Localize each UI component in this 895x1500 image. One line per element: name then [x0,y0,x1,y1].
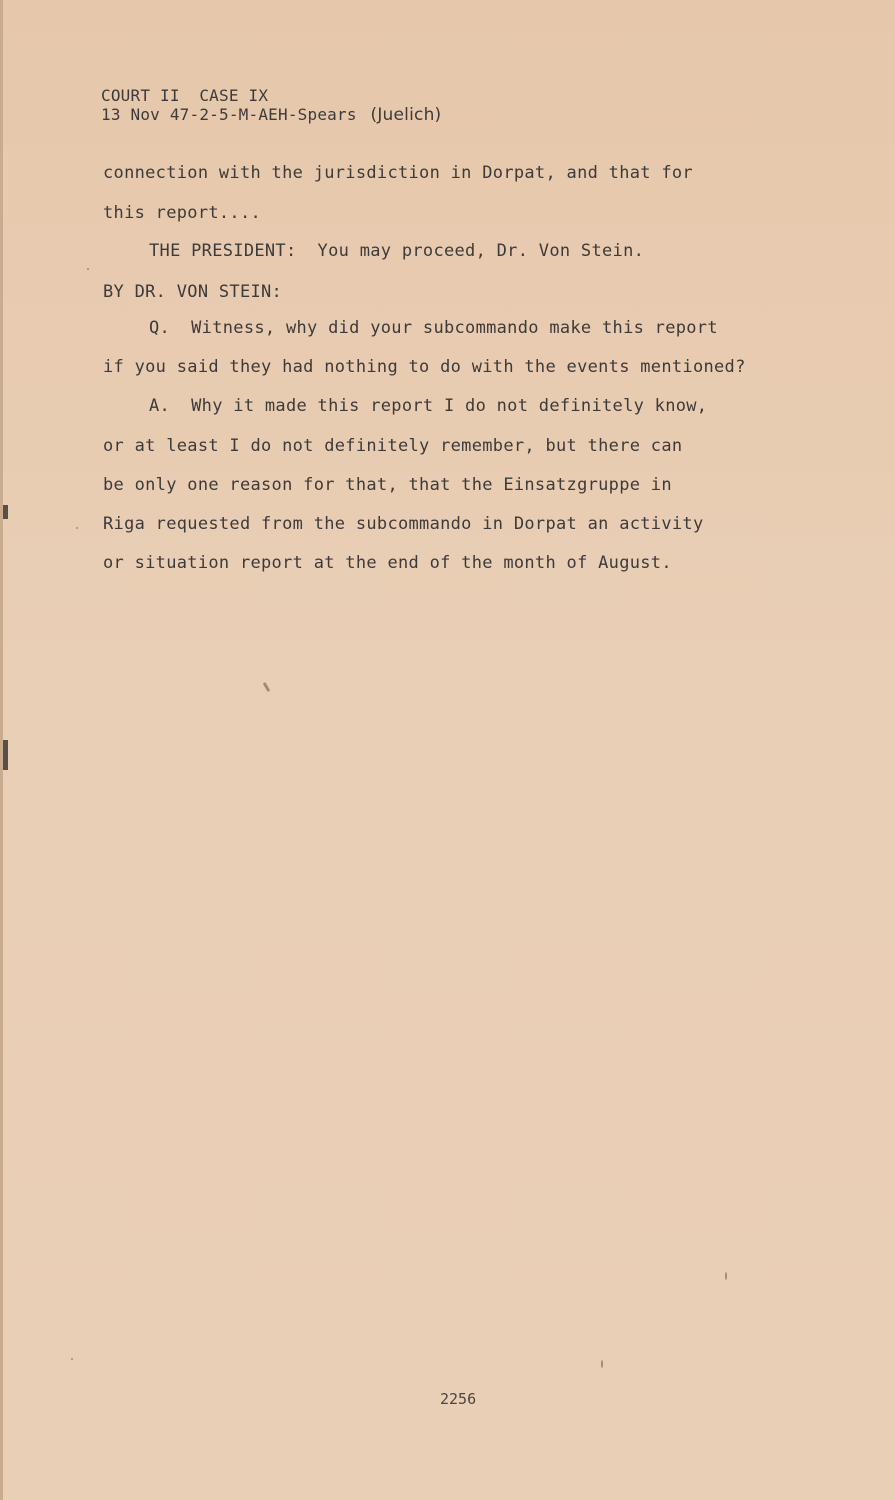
paper-speck [263,682,271,692]
body-line-question: Q. Witness, why did your subcommando make this report [149,318,718,338]
edge-mark [3,505,8,519]
case-heading: COURT II CASE IX [101,86,269,105]
paper-speck [87,268,89,270]
paper-speck [76,527,78,529]
paper-speck [71,1358,73,1360]
body-line: or at least I do not definitely remember, but there can [103,436,683,456]
edge-mark [3,740,8,770]
body-line-examiner: BY DR. VON STEIN: [103,282,283,302]
paper-speck [601,1360,603,1368]
body-line-answer: A. Why it made this report I do not definitely know, [149,396,708,416]
body-line: if you said they had nothing to do with the events mentioned? [103,357,746,377]
body-line: Riga requested from the subcommando in Dorpat an activity [103,514,704,534]
body-line: or situation report at the end of the month of August. [103,553,672,573]
document-header [101,86,441,125]
body-line: this report.... [103,203,262,223]
body-line: connection with the jurisdiction in Dorpat, and that for [103,163,693,183]
session-reference [101,105,441,125]
page-number: 2256 [440,1390,477,1408]
session-code: 13 Nov 47-2-5-M-AEH-Spears [101,105,357,124]
body-line: be only one reason for that, that the Einsatzgruppe in [103,475,672,495]
paper-speck [725,1272,727,1280]
body-line-speaker: THE PRESIDENT: You may proceed, Dr. Von Stein. [149,241,645,261]
handwritten-annotation: (Juelich) [370,105,442,125]
